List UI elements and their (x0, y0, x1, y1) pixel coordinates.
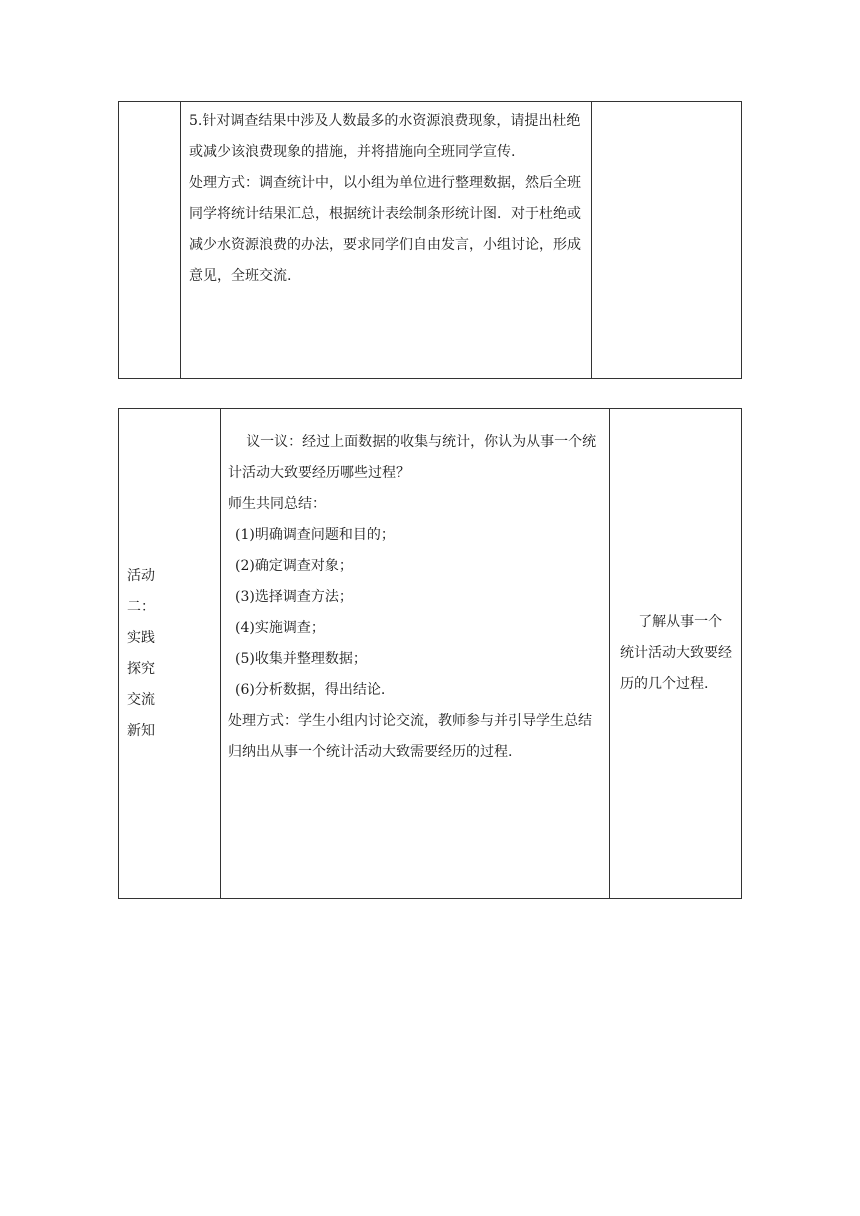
activity-content-cell (181, 102, 592, 379)
process-step: (5)收集并整理数据； (235, 651, 367, 667)
activity-label-cell (119, 409, 221, 899)
method-paragraph: 处理方式：学生小组内讨论交流，教师参与并引导学生总结归纳出从事一个统计活动大致需要经历的过程. (228, 713, 592, 760)
method-paragraph: 处理方式：调查统计中，以小组为单位进行整理数据，然后全班同学将统计结果汇总，根据统计表绘制条形统计图．对于杜绝或减少水资源浪费的办法，要求同学们自由发言，小组讨论，形成意见，全班交流. (189, 175, 581, 284)
activity-label-line: 交流 (127, 691, 155, 708)
process-step: (6)分析数据，得出结论. (235, 682, 386, 698)
process-step: (1)明确调查问题和目的； (235, 527, 395, 543)
discussion-paragraph: 议一议：经过上面数据的收集与统计，你认为从事一个统计活动大致要经历哪些过程？ (228, 434, 597, 481)
process-step: (2)确定调查对象； (235, 558, 353, 574)
activity-label-line: 探究 (127, 660, 155, 677)
activity-goal-cell (592, 102, 742, 379)
activity-label-cell (119, 102, 181, 379)
activity-label-line: 新知 (127, 722, 155, 739)
activity-label-line: 二： (127, 598, 155, 615)
activity-content-cell (221, 409, 610, 899)
question-paragraph: 5.针对调查结果中涉及人数最多的水资源浪费现象，请提出杜绝或减少该浪费现象的措施，并将措施向全班同学宣传. (189, 113, 581, 160)
activity-label-line: 实践 (127, 629, 155, 646)
goal-text: 了解从事一个统计活动大致要经历的几个过程. (620, 614, 732, 692)
process-step: (3)选择调查方法； (235, 589, 353, 605)
activity-label-line: 活动 (127, 567, 155, 584)
activity-table-1 (118, 101, 742, 379)
process-step: (4)实施调查； (235, 620, 325, 636)
activity-goal-cell (610, 409, 742, 899)
summary-title: 师生共同总结： (228, 496, 326, 512)
activity-table-2 (118, 408, 742, 899)
